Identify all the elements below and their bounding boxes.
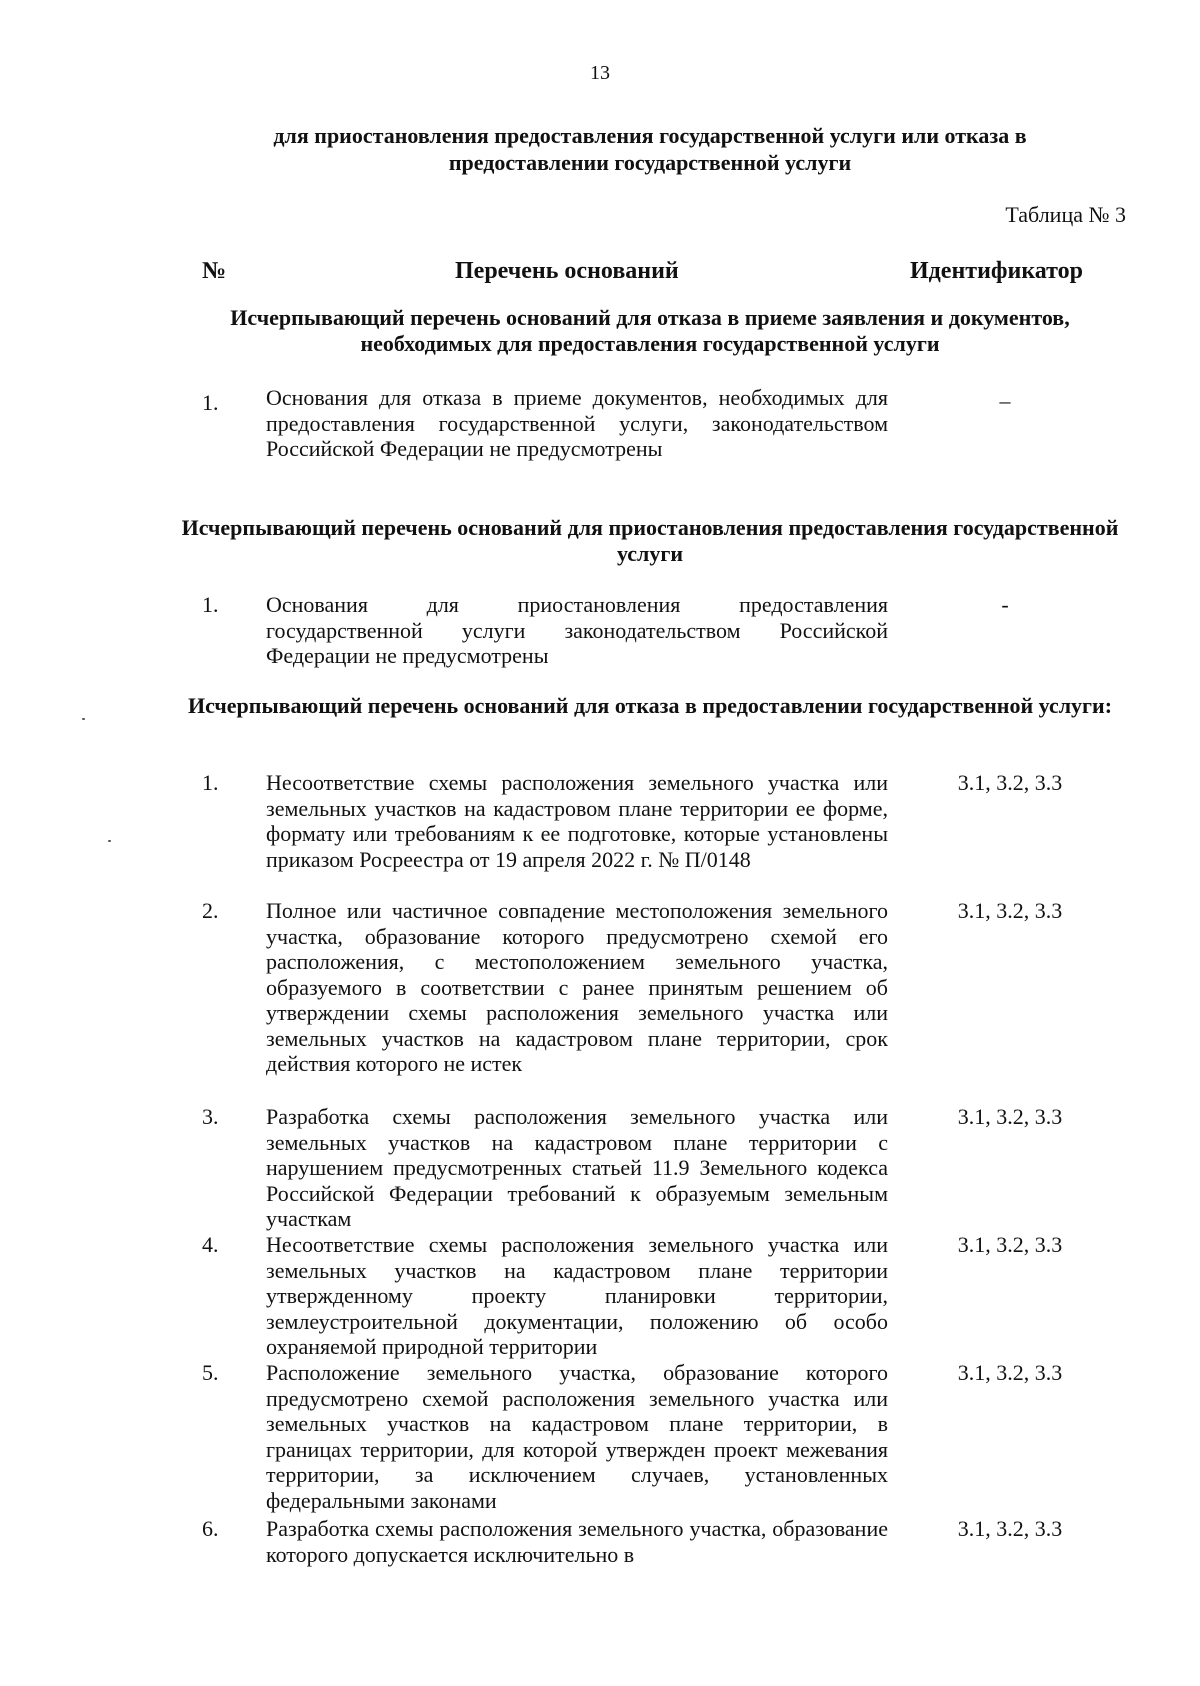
page-number: 13 bbox=[590, 62, 610, 84]
row-identifier: 3.1, 3.2, 3.3 bbox=[957, 1360, 1063, 1385]
column-header-identifier: Идентификатор bbox=[910, 258, 1084, 284]
row-text: Расположение земельного участка, образование которого предусмотрено схемой расположения земельного участка или земельных участков на кадастровом плане территории, в границах территории, для которой утвержден проект межевания территории, за исключением случаев, установленных федеральными законами bbox=[266, 1360, 888, 1513]
row-number: 1. bbox=[202, 592, 219, 617]
row-number: 1. bbox=[202, 770, 219, 795]
row-identifier: 3.1, 3.2, 3.3 bbox=[957, 1104, 1063, 1129]
row-identifier: 3.1, 3.2, 3.3 bbox=[957, 1232, 1063, 1257]
section-title-suspension: Исчерпывающий перечень оснований для приостановления предоставления государственной услуги bbox=[181, 515, 1119, 566]
row-identifier: 3.1, 3.2, 3.3 bbox=[957, 898, 1063, 923]
row-number: 5. bbox=[202, 1360, 219, 1385]
row-text: Основания для отказа в приеме документов, необходимых для предоставления государственной услуги, законодательством Российской Федерации не предусмотрены bbox=[266, 385, 888, 461]
table-label: Таблица № 3 bbox=[1005, 202, 1126, 227]
section-title-refusal-acceptance: Исчерпывающий перечень оснований для отказа в приеме заявления и документов, необходимых для предоставления государственной услуги bbox=[230, 305, 1070, 356]
row-identifier: 3.1, 3.2, 3.3 bbox=[957, 1516, 1063, 1541]
row-number: 6. bbox=[202, 1516, 219, 1541]
document-heading: для приостановления предоставления государственной услуги или отказа в предоставлении государственной услуги bbox=[273, 123, 1027, 175]
row-identifier: - bbox=[1001, 592, 1009, 617]
row-identifier: – bbox=[999, 388, 1011, 413]
row-text: Основания для приостановления предоставления государственной услуги законодательством Российской Федерации не предусмотрены bbox=[266, 592, 888, 668]
scan-speck bbox=[82, 718, 85, 720]
row-text: Полное или частичное совпадение местоположения земельного участка, образование которого предусмотрено схемой его расположения, с местоположением земельного участка, образуемого в соответствии с ранее принятым решением об утверждении схемы расположения земельного участка или земельных участков на кадастровом плане территории, срок действия которого не истек bbox=[266, 898, 888, 1076]
row-number: 2. bbox=[202, 898, 219, 923]
column-header-number: № bbox=[202, 258, 227, 284]
row-number: 4. bbox=[202, 1232, 219, 1257]
row-number: 3. bbox=[202, 1104, 219, 1129]
row-text: Разработка схемы расположения земельного участка или земельных участков на кадастровом плане территории с нарушением предусмотренных статьей 11.9 Земельного кодекса Российской Федерации требований к образуемым земельным участкам bbox=[266, 1104, 888, 1231]
column-header-list: Перечень оснований bbox=[455, 258, 679, 284]
row-text: Несоответствие схемы расположения земельного участка или земельных участков на кадастровом плане территории ее форме, формату или требованиям к ее подготовке, которые установлены приказом Росреестра от 19 апреля 2022 г. № П/0148 bbox=[266, 770, 888, 872]
row-text: Разработка схемы расположения земельного участка, образование которого допускается исключительно в bbox=[266, 1516, 888, 1567]
row-text: Несоответствие схемы расположения земельного участка или земельных участков на кадастровом плане территории утвержденному проекту планировки территории, землеустроительной документации, положению об особо охраняемой природной территории bbox=[266, 1232, 888, 1359]
section-title-refusal-provision: Исчерпывающий перечень оснований для отказа в предоставлении государственной услуги: bbox=[187, 693, 1113, 718]
scan-speck bbox=[108, 840, 111, 842]
row-number: 1. bbox=[202, 390, 219, 415]
row-identifier: 3.1, 3.2, 3.3 bbox=[957, 770, 1063, 795]
